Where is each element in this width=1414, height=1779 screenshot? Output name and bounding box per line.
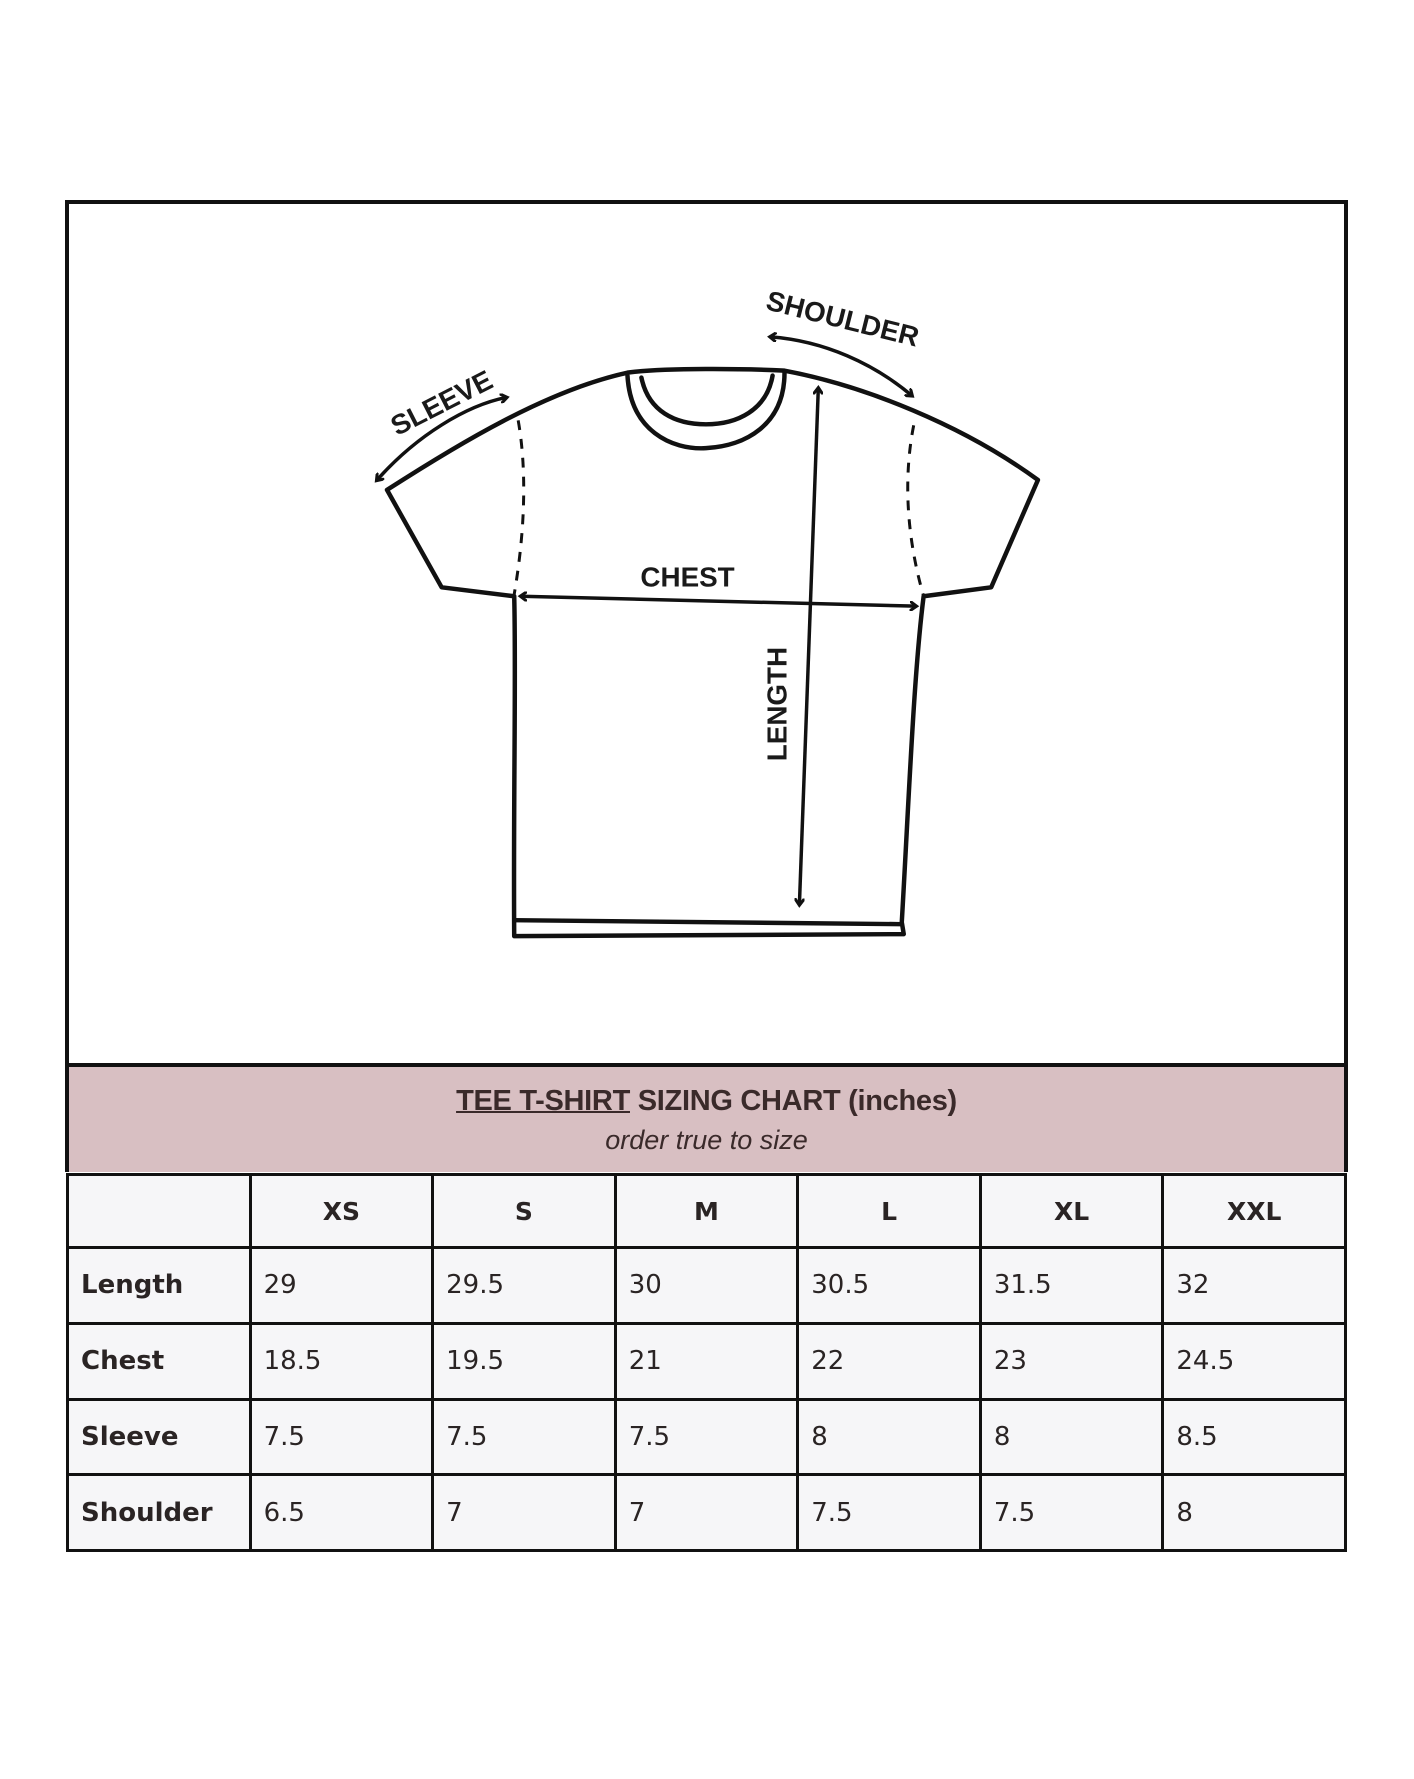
banner-title-rest: SIZING CHART (inches) <box>630 1085 957 1117</box>
row-label-shoulder: Shoulder <box>68 1475 251 1551</box>
header-size-xs: XS <box>250 1175 433 1248</box>
table-cell: 7.5 <box>250 1399 433 1475</box>
row-label-length: Length <box>68 1248 251 1324</box>
table-cell: 7.5 <box>433 1399 616 1475</box>
table-cell: 7.5 <box>798 1475 981 1551</box>
table-cell: 22 <box>798 1323 981 1399</box>
table-cell: 32 <box>1163 1248 1346 1324</box>
chest-label: CHEST <box>640 561 735 593</box>
header-size-xl: XL <box>980 1175 1163 1248</box>
chest-arrow <box>521 596 916 606</box>
table-cell: 31.5 <box>980 1248 1163 1324</box>
sleeve-label: SLEEVE <box>385 364 498 442</box>
header-size-s: S <box>433 1175 616 1248</box>
table-row <box>68 1475 1346 1551</box>
table-cell: 8 <box>1163 1475 1346 1551</box>
banner-title <box>69 1085 1344 1118</box>
measurement-arrows <box>377 337 916 904</box>
table-cell: 7.5 <box>615 1399 798 1475</box>
size-table <box>66 1173 1347 1552</box>
header-size-l: L <box>798 1175 981 1248</box>
t-shirt-icon <box>387 369 1038 936</box>
table-cell: 24.5 <box>1163 1323 1346 1399</box>
table-cell: 8.5 <box>1163 1399 1346 1475</box>
length-arrow <box>799 389 818 905</box>
size-header-row <box>68 1175 1346 1248</box>
table-cell: 21 <box>615 1323 798 1399</box>
table-cell: 7 <box>433 1475 616 1551</box>
table-cell: 30 <box>615 1248 798 1324</box>
table-cell: 6.5 <box>250 1475 433 1551</box>
banner-subtitle: order true to size <box>605 1125 808 1155</box>
table-row <box>68 1399 1346 1475</box>
table-cell: 7 <box>615 1475 798 1551</box>
table-cell: 23 <box>980 1323 1163 1399</box>
table-row <box>68 1323 1346 1399</box>
table-cell: 29 <box>250 1248 433 1324</box>
header-empty-cell <box>68 1175 251 1248</box>
length-label: LENGTH <box>761 646 793 762</box>
shoulder-label: SHOULDER <box>763 284 923 353</box>
header-size-xxl: XXL <box>1163 1175 1346 1248</box>
table-cell: 8 <box>798 1399 981 1475</box>
table-cell: 7.5 <box>980 1475 1163 1551</box>
table-cell: 19.5 <box>433 1323 616 1399</box>
t-shirt-diagram <box>69 204 1344 1063</box>
row-label-chest: Chest <box>68 1323 251 1399</box>
table-cell: 29.5 <box>433 1248 616 1324</box>
table-cell: 8 <box>980 1399 1163 1475</box>
table-cell: 30.5 <box>798 1248 981 1324</box>
banner-title-underlined: TEE T-SHIRT <box>456 1085 630 1117</box>
table-row <box>68 1248 1346 1324</box>
row-label-sleeve: Sleeve <box>68 1399 251 1475</box>
size-chart-frame <box>65 200 1348 1172</box>
table-cell: 18.5 <box>250 1323 433 1399</box>
header-size-m: M <box>615 1175 798 1248</box>
sizing-chart-banner <box>69 1063 1344 1172</box>
